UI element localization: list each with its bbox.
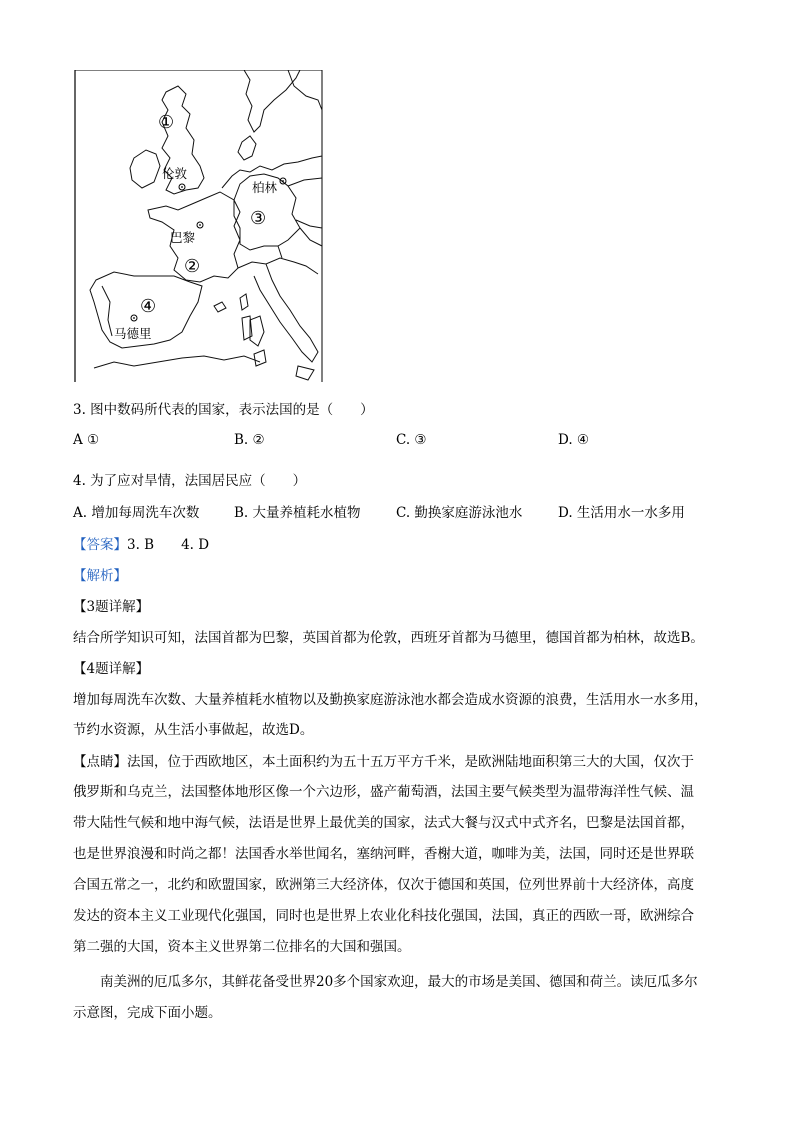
point-line-1 xyxy=(73,752,694,772)
point-line-7: 第二强的大国，资本主义世界第二位排名的大国和强国。 xyxy=(73,939,411,955)
map-number-2: ② xyxy=(184,256,201,277)
map-label-london: 伦敦 xyxy=(162,166,188,181)
question-3-option-d: D. ④ xyxy=(558,432,590,448)
answer-text: 3. B 4. D xyxy=(127,537,210,553)
answer-tag: 【答案】 xyxy=(73,537,127,553)
question-3-option-a: A ① xyxy=(73,432,100,448)
next-intro-line-2: 示意图，完成下面小题。 xyxy=(73,1005,222,1021)
question-4-option-c: C. 勤换家庭游泳池水 xyxy=(396,505,523,521)
point-text-1: 法国，位于西欧地区，本土面积约为五十五万平方千米，是欧洲陆地面积第三大的大国，仅次于 xyxy=(127,754,694,770)
answer-line xyxy=(73,535,209,555)
map-label-madrid: 马德里 xyxy=(114,326,152,341)
question-4-stem: 4. 为了应对旱情，法国居民应（ ） xyxy=(73,473,307,489)
detail-4-line-2: 节约水资源，从生活小事做起，故选D。 xyxy=(73,722,314,738)
detail-3-tag: 【3题详解】 xyxy=(73,599,150,615)
question-3-stem: 3. 图中数码所代表的国家，表示法国的是（ ） xyxy=(73,402,374,418)
point-line-5: 合国五常之一，北约和欧盟国家，欧洲第三大经济体，仅次于德国和英国，位列世界前十大经济体，高度 xyxy=(73,877,694,893)
analysis-tag: 【解析】 xyxy=(73,568,127,584)
point-tag: 【点睛】 xyxy=(73,754,127,770)
question-3-option-c: C. ③ xyxy=(396,432,427,448)
question-4-option-d: D. 生活用水一水多用 xyxy=(558,505,685,521)
detail-4-tag: 【4题详解】 xyxy=(73,661,150,677)
point-line-3: 带大陆性气候和地中海气候，法语是世界上最优美的国家，法式大餐与汉式中式齐名，巴黎是法国首都， xyxy=(73,815,694,831)
detail-4-line-1: 增加每周洗车次数、大量养植耗水植物以及勤换家庭游泳池水都会造成水资源的浪费，生活用水一水多用， xyxy=(73,692,708,708)
question-4-option-b: B. 大量养植耗水植物 xyxy=(234,505,361,521)
next-intro-line-1: 南美洲的厄瓜多尔，其鲜花备受世界20多个国家欢迎，最大的市场是美国、德国和荷兰。读厄瓜多尔 xyxy=(100,974,698,990)
question-3-option-b: B. ② xyxy=(234,432,265,448)
map-number-4: ④ xyxy=(140,296,157,317)
europe-map-drawing xyxy=(74,70,324,382)
point-line-4: 也是世界浪漫和时尚之都！法国香水举世闻名，塞纳河畔，香榭大道，咖啡为美，法国，同时还是世界联 xyxy=(73,846,694,862)
map-label-paris: 巴黎 xyxy=(170,230,196,245)
map-number-1: ① xyxy=(158,112,175,133)
map-label-berlin: 柏林 xyxy=(252,180,278,195)
point-line-2: 俄罗斯和乌克兰，法国整体地形区像一个六边形，盛产葡萄酒，法国主要气候类型为温带海洋性气候、温 xyxy=(73,784,694,800)
question-4-option-a: A. 增加每周洗车次数 xyxy=(73,505,200,521)
point-line-6: 发达的资本主义工业现代化强国，同时也是世界上农业化科技化强国，法国，真正的西欧一哥，欧洲综合 xyxy=(73,908,694,924)
detail-3-text: 结合所学知识可知，法国首都为巴黎，英国首都为伦敦，西班牙首都为马德里，德国首都为柏林，故选B。 xyxy=(73,630,704,646)
map-number-3: ③ xyxy=(250,208,267,229)
europe-map xyxy=(74,70,324,382)
